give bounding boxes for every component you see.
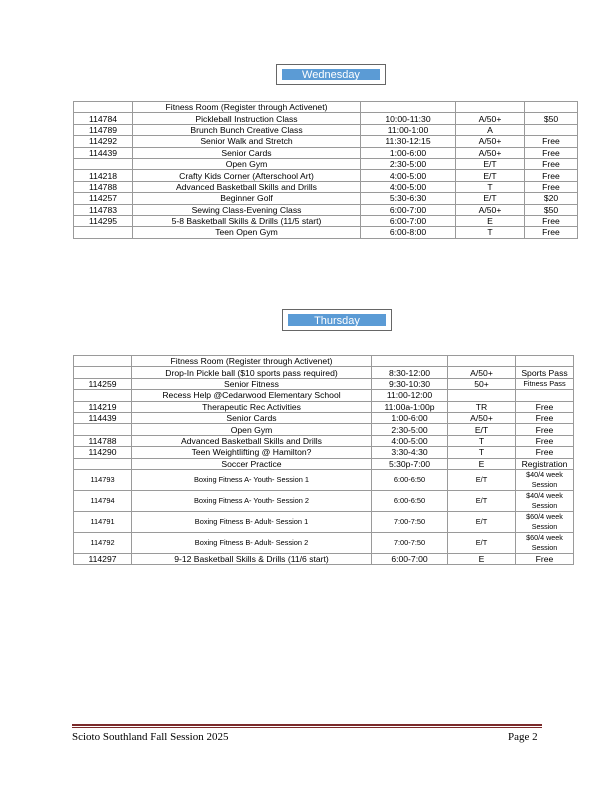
fee-cell: $50 xyxy=(525,113,578,124)
table-row xyxy=(74,356,574,367)
age-group-cell: T xyxy=(448,447,516,458)
fee-cell xyxy=(525,102,578,113)
time-cell: 7:00-7:50 xyxy=(372,532,448,553)
class-code-cell xyxy=(74,390,132,401)
table-row xyxy=(74,102,578,113)
class-code-cell: 114792 xyxy=(74,532,132,553)
fee-cell: Registration xyxy=(516,458,574,469)
time-cell: 10:00-11:30 xyxy=(361,113,456,124)
fee-cell xyxy=(516,390,574,401)
time-cell: 6:00-7:00 xyxy=(361,204,456,215)
time-cell: 6:00-7:00 xyxy=(361,215,456,226)
fee-cell: Free xyxy=(516,412,574,423)
fee-cell: $40/4 week Session xyxy=(516,490,574,511)
table-row xyxy=(74,469,574,490)
age-group-cell: E xyxy=(456,215,525,226)
thursday-schedule-table xyxy=(73,355,574,565)
time-cell: 4:00-5:00 xyxy=(372,435,448,446)
class-name-cell: Fitness Room (Register through Activenet) xyxy=(133,102,361,113)
age-group-cell: E/T xyxy=(448,469,516,490)
class-name-cell: Senior Cards xyxy=(133,147,361,158)
time-cell: 11:00a-1:00p xyxy=(372,401,448,412)
class-name-cell: Boxing Fitness A- Youth- Session 2 xyxy=(132,490,372,511)
age-group-cell: E/T xyxy=(448,511,516,532)
class-name-cell: Drop-In Pickle ball ($10 sports pass required) xyxy=(132,367,372,378)
age-group-cell xyxy=(448,390,516,401)
footer-rule xyxy=(72,724,542,726)
age-group-cell: E/T xyxy=(456,170,525,181)
class-code-cell: 114295 xyxy=(74,215,133,226)
class-code-cell xyxy=(74,458,132,469)
class-name-cell: Recess Help @Cedarwood Elementary School xyxy=(132,390,372,401)
table-row xyxy=(74,532,574,553)
class-code-cell: 114219 xyxy=(74,401,132,412)
class-name-cell: Therapeutic Rec Activities xyxy=(132,401,372,412)
class-name-cell: Senior Walk and Stretch xyxy=(133,136,361,147)
class-code-cell xyxy=(74,158,133,169)
time-cell: 8:30-12:00 xyxy=(372,367,448,378)
fee-cell: Free xyxy=(525,215,578,226)
class-code-cell xyxy=(74,424,132,435)
class-name-cell: 5-8 Basketball Skills & Drills (11/5 start) xyxy=(133,215,361,226)
fee-cell: Free xyxy=(525,181,578,192)
class-name-cell: Open Gym xyxy=(133,158,361,169)
table-row xyxy=(74,227,578,238)
table-row xyxy=(74,435,574,446)
class-name-cell: Boxing Fitness B- Adult- Session 2 xyxy=(132,532,372,553)
class-code-cell: 114292 xyxy=(74,136,133,147)
time-cell: 11:30-12:15 xyxy=(361,136,456,147)
age-group-cell: E/T xyxy=(448,532,516,553)
time-cell: 3:30-4:30 xyxy=(372,447,448,458)
fee-cell: $50 xyxy=(525,204,578,215)
fee-cell: Free xyxy=(525,158,578,169)
fee-cell: Fitness Pass xyxy=(516,378,574,389)
class-code-cell: 114788 xyxy=(74,181,133,192)
fee-cell: $20 xyxy=(525,193,578,204)
age-group-cell: E/T xyxy=(448,490,516,511)
age-group-cell xyxy=(456,102,525,113)
fee-cell: Sports Pass xyxy=(516,367,574,378)
age-group-cell: E/T xyxy=(448,424,516,435)
thursday-heading-box xyxy=(282,309,392,331)
class-name-cell: Crafty Kids Corner (Afterschool Art) xyxy=(133,170,361,181)
fee-cell: Free xyxy=(516,435,574,446)
class-name-cell: Teen Weightlifting @ Hamilton? xyxy=(132,447,372,458)
class-name-cell: Senior Fitness xyxy=(132,378,372,389)
age-group-cell: E xyxy=(448,458,516,469)
class-code-cell: 114788 xyxy=(74,435,132,446)
fee-cell: Free xyxy=(525,227,578,238)
class-code-cell xyxy=(74,102,133,113)
time-cell: 4:00-5:00 xyxy=(361,181,456,192)
class-name-cell: Boxing Fitness A- Youth- Session 1 xyxy=(132,469,372,490)
time-cell: 6:00-8:00 xyxy=(361,227,456,238)
time-cell: 11:00-12:00 xyxy=(372,390,448,401)
table-row xyxy=(74,124,578,135)
time-cell xyxy=(372,356,448,367)
fee-cell: Free xyxy=(525,136,578,147)
time-cell: 2:30-5:00 xyxy=(361,158,456,169)
wednesday-heading: Wednesday xyxy=(282,69,380,80)
table-row xyxy=(74,170,578,181)
class-code-cell xyxy=(74,227,133,238)
class-name-cell: Beginner Golf xyxy=(133,193,361,204)
class-code-cell: 114794 xyxy=(74,490,132,511)
fee-cell: Free xyxy=(516,424,574,435)
thursday-heading: Thursday xyxy=(288,314,386,326)
class-name-cell: Soccer Practice xyxy=(132,458,372,469)
class-code-cell: 114257 xyxy=(74,193,133,204)
age-group-cell: A/50+ xyxy=(448,367,516,378)
class-code-cell: 114259 xyxy=(74,378,132,389)
table-row xyxy=(74,193,578,204)
age-group-cell: A/50+ xyxy=(456,136,525,147)
time-cell: 6:00-7:00 xyxy=(372,553,448,564)
class-code-cell: 114290 xyxy=(74,447,132,458)
class-name-cell: Advanced Basketball Skills and Drills xyxy=(133,181,361,192)
class-name-cell: Senior Cards xyxy=(132,412,372,423)
fee-cell: Free xyxy=(516,447,574,458)
time-cell: 11:00-1:00 xyxy=(361,124,456,135)
time-cell: 6:00-6:50 xyxy=(372,490,448,511)
class-name-cell: Teen Open Gym xyxy=(133,227,361,238)
table-row xyxy=(74,511,574,532)
class-name-cell: Sewing Class-Evening Class xyxy=(133,204,361,215)
table-row xyxy=(74,378,574,389)
wednesday-schedule-table xyxy=(73,101,578,239)
class-code-cell: 114791 xyxy=(74,511,132,532)
time-cell: 1:00-6:00 xyxy=(361,147,456,158)
table-row xyxy=(74,113,578,124)
class-name-cell: Pickleball Instruction Class xyxy=(133,113,361,124)
footer-rule-thin xyxy=(72,727,542,728)
table-row xyxy=(74,553,574,564)
class-code-cell xyxy=(74,367,132,378)
table-row xyxy=(74,158,578,169)
table-row xyxy=(74,390,574,401)
time-cell: 5:30p-7:00 xyxy=(372,458,448,469)
age-group-cell: TR xyxy=(448,401,516,412)
class-code-cell: 114297 xyxy=(74,553,132,564)
age-group-cell: E/T xyxy=(456,158,525,169)
time-cell: 4:00-5:00 xyxy=(361,170,456,181)
class-code-cell: 114218 xyxy=(74,170,133,181)
class-name-cell: Advanced Basketball Skills and Drills xyxy=(132,435,372,446)
table-row xyxy=(74,136,578,147)
table-row xyxy=(74,204,578,215)
class-name-cell: 9-12 Basketball Skills & Drills (11/6 start) xyxy=(132,553,372,564)
class-name-cell: Open Gym xyxy=(132,424,372,435)
time-cell: 1:00-6:00 xyxy=(372,412,448,423)
wednesday-heading-box xyxy=(276,64,386,85)
footer-session-title: Scioto Southland Fall Session 2025 xyxy=(72,731,229,743)
class-code-cell: 114783 xyxy=(74,204,133,215)
class-code-cell: 114439 xyxy=(74,147,133,158)
table-row xyxy=(74,490,574,511)
fee-cell: Free xyxy=(516,401,574,412)
age-group-cell: T xyxy=(456,227,525,238)
table-row xyxy=(74,147,578,158)
age-group-cell: T xyxy=(448,435,516,446)
class-name-cell: Brunch Bunch Creative Class xyxy=(133,124,361,135)
age-group-cell: A/50+ xyxy=(448,412,516,423)
fee-cell xyxy=(525,124,578,135)
age-group-cell: T xyxy=(456,181,525,192)
time-cell xyxy=(361,102,456,113)
class-name-cell: Fitness Room (Register through Activenet) xyxy=(132,356,372,367)
class-code-cell: 114789 xyxy=(74,124,133,135)
table-row xyxy=(74,447,574,458)
time-cell: 6:00-6:50 xyxy=(372,469,448,490)
table-row xyxy=(74,401,574,412)
fee-cell: Free xyxy=(525,147,578,158)
table-row xyxy=(74,458,574,469)
class-code-cell xyxy=(74,356,132,367)
age-group-cell: E/T xyxy=(456,193,525,204)
footer-page-number: Page 2 xyxy=(508,731,538,743)
fee-cell: Free xyxy=(525,170,578,181)
age-group-cell xyxy=(448,356,516,367)
time-cell: 2:30-5:00 xyxy=(372,424,448,435)
age-group-cell: A/50+ xyxy=(456,113,525,124)
age-group-cell: A/50+ xyxy=(456,147,525,158)
fee-cell: $60/4 week Session xyxy=(516,532,574,553)
time-cell: 9:30-10:30 xyxy=(372,378,448,389)
class-name-cell: Boxing Fitness B- Adult- Session 1 xyxy=(132,511,372,532)
fee-cell xyxy=(516,356,574,367)
fee-cell: $40/4 week Session xyxy=(516,469,574,490)
table-row xyxy=(74,412,574,423)
table-row xyxy=(74,181,578,192)
table-row xyxy=(74,215,578,226)
age-group-cell: A/50+ xyxy=(456,204,525,215)
fee-cell: $60/4 week Session xyxy=(516,511,574,532)
table-row xyxy=(74,367,574,378)
class-code-cell: 114439 xyxy=(74,412,132,423)
table-row xyxy=(74,424,574,435)
class-code-cell: 114784 xyxy=(74,113,133,124)
time-cell: 7:00-7:50 xyxy=(372,511,448,532)
fee-cell: Free xyxy=(516,553,574,564)
age-group-cell: 50+ xyxy=(448,378,516,389)
age-group-cell: E xyxy=(448,553,516,564)
time-cell: 5:30-6:30 xyxy=(361,193,456,204)
age-group-cell: A xyxy=(456,124,525,135)
class-code-cell: 114793 xyxy=(74,469,132,490)
